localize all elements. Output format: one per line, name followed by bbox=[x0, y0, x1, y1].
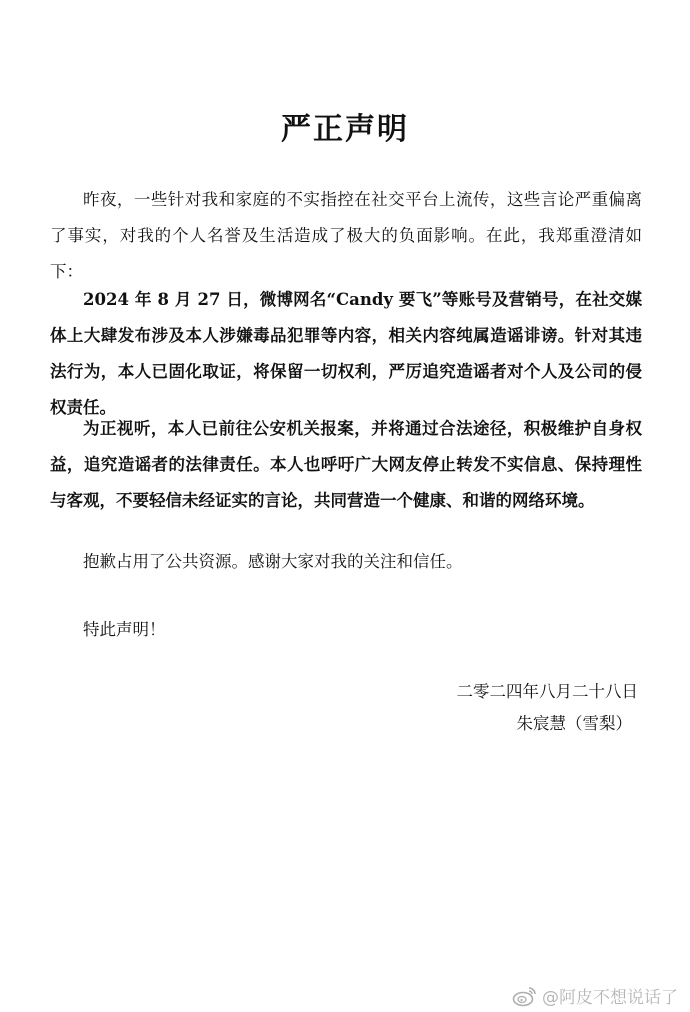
watermark-text: @阿皮不想说话了 bbox=[542, 988, 678, 1008]
paragraph-intro: 昨夜，一些针对我和家庭的不实指控在社交平台上流传，这些言论严重偏离了事实，对我的个人名誉及生活造成了极大的负面影响。在此，我郑重澄清如下： bbox=[50, 190, 642, 281]
paragraph-police-report: 为正视听，本人已前往公安机关报案，并将通过合法途径，积极维护自身权益，追究造谣者的法律责任。本人也呼吁广大网友停止转发不实信息、保持理性与客观，不要轻信未经证实的言论，共同营造一个健康、和谐的网络环境。 bbox=[50, 419, 642, 510]
paragraph-closing: 特此声明！ bbox=[83, 620, 166, 639]
weibo-icon bbox=[512, 985, 538, 1007]
statement-date: 二零二四年八月二十八日 bbox=[456, 682, 638, 701]
paragraph-incident: 2024 年 8 月 27 日，微博网名“Candy 要飞”等账号及营销号，在社交媒体上大肆发布涉及本人涉嫌毒品犯罪等内容，相关内容纯属造谣诽谤。针对其违法行为，本人已固化取证，将保留一切权利，严厉追究造谣者对个人及公司的侵权责任。 bbox=[50, 290, 642, 417]
paragraph-apology: 抱歉占用了公共资源。感谢大家对我的关注和信任。 bbox=[83, 552, 463, 571]
statement-author: 朱宸慧（雪梨） bbox=[516, 714, 632, 733]
watermark bbox=[512, 983, 678, 1008]
statement-title: 严正声明 bbox=[281, 112, 409, 147]
